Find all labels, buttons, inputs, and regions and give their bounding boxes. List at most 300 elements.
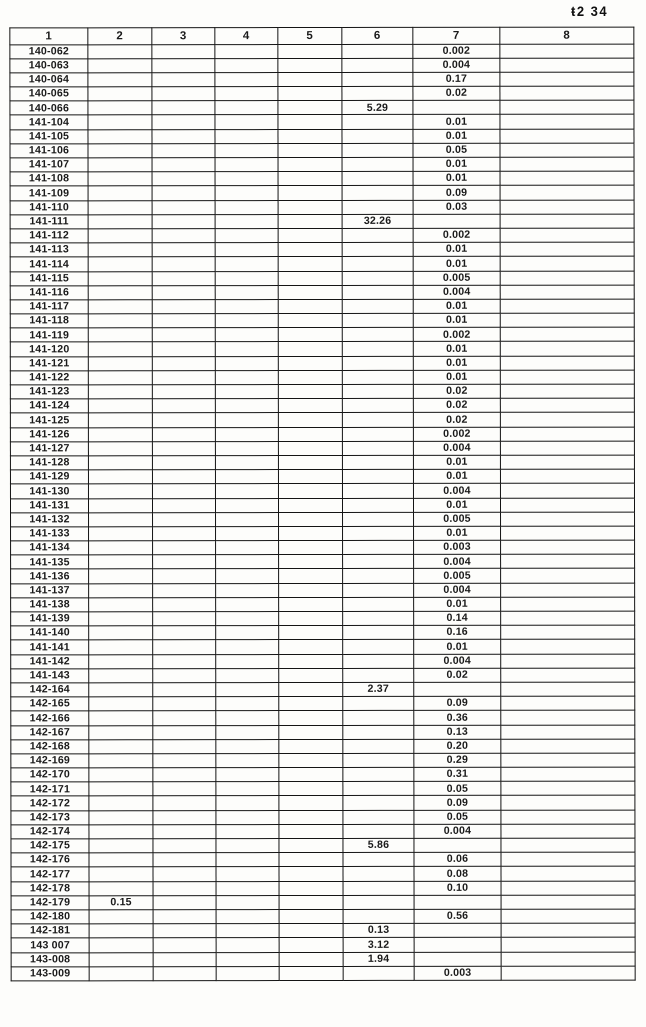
- value-cell: [153, 683, 216, 697]
- value-cell: [88, 101, 152, 115]
- value-cell: [215, 328, 278, 342]
- value-cell: 32.26: [342, 214, 413, 228]
- value-cell: [278, 498, 342, 512]
- row-id-cell: 141-120: [10, 342, 88, 356]
- value-cell: 0.005: [413, 271, 500, 285]
- table-row: [11, 710, 635, 725]
- value-cell: [216, 952, 279, 966]
- table-row: [10, 412, 634, 427]
- value-cell: [215, 186, 278, 200]
- value-cell: [152, 115, 215, 129]
- value-cell: [500, 441, 634, 455]
- value-cell: 0.01: [413, 157, 500, 171]
- value-cell: [342, 285, 413, 299]
- value-cell: [414, 938, 501, 952]
- value-cell: [88, 44, 152, 58]
- value-cell: [279, 711, 343, 725]
- value-cell: [501, 753, 635, 767]
- value-cell: [215, 58, 278, 72]
- value-cell: [215, 470, 278, 484]
- value-cell: [153, 668, 216, 682]
- value-cell: 0.14: [414, 611, 501, 625]
- value-cell: 0.06: [414, 852, 501, 866]
- value-cell: [500, 427, 634, 441]
- row-id-cell: 141-116: [10, 286, 88, 300]
- table-row: [11, 682, 635, 697]
- value-cell: [342, 271, 413, 285]
- value-cell: 0.02: [413, 384, 500, 398]
- value-cell: [343, 654, 414, 668]
- row-id-cell: 141-123: [10, 385, 88, 399]
- value-cell: [153, 654, 216, 668]
- row-id-cell: 141-105: [10, 129, 88, 143]
- value-cell: 0.01: [414, 640, 501, 654]
- value-cell: [215, 129, 278, 143]
- value-cell: [88, 257, 152, 271]
- value-cell: [152, 370, 215, 384]
- table-row: [11, 526, 635, 541]
- value-cell: [501, 654, 635, 668]
- value-cell: [89, 683, 153, 697]
- value-cell: 2.37: [343, 682, 414, 696]
- value-cell: [279, 810, 343, 824]
- table-row: [10, 313, 634, 328]
- table-row: [11, 852, 635, 867]
- value-cell: [215, 115, 278, 129]
- row-id-cell: 141-113: [10, 243, 88, 257]
- row-id-cell: 141-122: [10, 371, 88, 385]
- value-cell: [215, 200, 278, 214]
- value-cell: [343, 555, 414, 569]
- value-cell: [88, 243, 152, 257]
- value-cell: [500, 86, 634, 100]
- table-row: [10, 398, 634, 413]
- value-cell: [216, 725, 279, 739]
- value-cell: [279, 626, 343, 640]
- value-cell: 0.004: [413, 441, 500, 455]
- value-cell: [215, 356, 278, 370]
- value-cell: [88, 413, 152, 427]
- value-cell: [153, 924, 216, 938]
- value-cell: [500, 185, 634, 199]
- value-cell: [153, 569, 216, 583]
- value-cell: [279, 597, 343, 611]
- value-cell: 0.002: [413, 427, 500, 441]
- value-cell: [501, 668, 635, 682]
- value-cell: [279, 668, 343, 682]
- value-cell: [501, 512, 635, 526]
- value-cell: [279, 782, 343, 796]
- value-cell: [152, 342, 215, 356]
- value-cell: 0.004: [413, 285, 500, 299]
- table-row: [10, 271, 634, 286]
- value-cell: [342, 342, 413, 356]
- value-cell: [501, 852, 635, 866]
- value-cell: [279, 512, 343, 526]
- value-cell: [215, 172, 278, 186]
- row-id-cell: 142-168: [11, 740, 89, 754]
- value-cell: [215, 243, 278, 257]
- row-id-cell: 140-063: [10, 59, 88, 73]
- value-cell: [152, 285, 215, 299]
- value-cell: [501, 767, 635, 781]
- row-id-cell: 141-108: [10, 172, 88, 186]
- value-cell: [215, 385, 278, 399]
- row-id-cell: 141-112: [10, 229, 88, 243]
- value-cell: [342, 484, 413, 498]
- value-cell: [152, 356, 215, 370]
- value-cell: [342, 313, 413, 327]
- value-cell: 0.09: [414, 796, 501, 810]
- value-cell: [89, 881, 153, 895]
- value-cell: [89, 512, 153, 526]
- value-cell: [342, 384, 413, 398]
- value-cell: [342, 242, 413, 256]
- value-cell: [342, 72, 413, 86]
- value-cell: 0.01: [413, 455, 500, 469]
- value-cell: [413, 214, 500, 228]
- row-id-cell: 140-066: [10, 101, 88, 115]
- value-cell: [500, 398, 634, 412]
- value-cell: [215, 484, 278, 498]
- value-cell: [278, 470, 342, 484]
- value-cell: [342, 498, 413, 512]
- row-id-cell: 142-172: [11, 796, 89, 810]
- table-row: [10, 441, 634, 456]
- value-cell: [89, 527, 153, 541]
- table-row: [11, 767, 635, 782]
- value-cell: [153, 527, 216, 541]
- value-cell: [279, 697, 343, 711]
- value-cell: 0.004: [414, 555, 501, 569]
- row-id-cell: 143 007: [11, 938, 89, 952]
- value-cell: [500, 498, 634, 512]
- value-cell: [215, 158, 278, 172]
- value-cell: [279, 909, 343, 923]
- value-cell: 0.29: [414, 753, 501, 767]
- table-row: [11, 569, 635, 584]
- value-cell: [501, 696, 635, 710]
- row-id-cell: 143-009: [11, 967, 89, 981]
- value-cell: 0.01: [413, 299, 500, 313]
- value-cell: [215, 257, 278, 271]
- value-cell: [343, 767, 414, 781]
- value-cell: [278, 101, 342, 115]
- value-cell: [216, 739, 279, 753]
- value-cell: 0.05: [413, 143, 500, 157]
- value-cell: 0.01: [414, 526, 501, 540]
- value-cell: 0.002: [413, 44, 500, 58]
- table-row: [11, 966, 635, 981]
- value-cell: [279, 725, 343, 739]
- value-cell: 0.16: [414, 625, 501, 639]
- value-cell: [215, 72, 278, 86]
- value-cell: [343, 569, 414, 583]
- value-cell: [501, 881, 635, 895]
- table-row: [10, 256, 634, 271]
- value-cell: [278, 314, 342, 328]
- value-cell: [500, 412, 634, 426]
- value-cell: [88, 144, 152, 158]
- value-cell: [501, 810, 635, 824]
- value-cell: [89, 555, 153, 569]
- value-cell: [215, 399, 278, 413]
- value-cell: [153, 782, 216, 796]
- value-cell: [216, 782, 279, 796]
- column-header: 5: [278, 27, 342, 44]
- value-cell: 0.09: [413, 186, 500, 200]
- value-cell: [89, 910, 153, 924]
- table-row: [10, 356, 634, 371]
- value-cell: [153, 881, 216, 895]
- value-cell: [153, 796, 216, 810]
- value-cell: 0.01: [413, 370, 500, 384]
- value-cell: [279, 583, 343, 597]
- value-cell: [278, 441, 342, 455]
- value-cell: [88, 214, 152, 228]
- value-cell: [342, 328, 413, 342]
- value-cell: [88, 356, 152, 370]
- value-cell: [500, 115, 634, 129]
- value-cell: [278, 427, 342, 441]
- table-row: [10, 100, 634, 115]
- row-id-cell: 141-141: [11, 640, 89, 654]
- value-cell: [88, 87, 152, 101]
- value-cell: 0.01: [413, 257, 500, 271]
- value-cell: [343, 796, 414, 810]
- value-cell: [88, 300, 152, 314]
- row-id-cell: 142-176: [11, 853, 89, 867]
- row-id-cell: 141-134: [11, 541, 89, 555]
- row-id-cell: 141-138: [11, 598, 89, 612]
- value-cell: [414, 682, 501, 696]
- value-cell: [89, 867, 153, 881]
- value-cell: [152, 129, 215, 143]
- value-cell: [216, 867, 279, 881]
- value-cell: [278, 484, 342, 498]
- value-cell: [278, 399, 342, 413]
- value-cell: [216, 966, 279, 980]
- value-cell: [153, 583, 216, 597]
- table-row: [11, 895, 635, 910]
- value-cell: [342, 143, 413, 157]
- value-cell: [343, 640, 414, 654]
- row-id-cell: 141-107: [10, 158, 88, 172]
- value-cell: [343, 895, 414, 909]
- value-cell: [342, 441, 413, 455]
- value-cell: [343, 512, 414, 526]
- value-cell: [216, 881, 279, 895]
- value-cell: [342, 299, 413, 313]
- value-cell: [215, 214, 278, 228]
- row-id-cell: 141-135: [11, 555, 89, 569]
- table-row: [10, 469, 634, 484]
- value-cell: [88, 498, 152, 512]
- value-cell: 0.13: [343, 923, 414, 937]
- value-cell: [278, 228, 342, 242]
- value-cell: [89, 754, 153, 768]
- value-cell: [89, 825, 153, 839]
- value-cell: [88, 399, 152, 413]
- value-cell: [153, 597, 216, 611]
- value-cell: 0.01: [413, 242, 500, 256]
- table-row: [10, 498, 634, 513]
- value-cell: [88, 484, 152, 498]
- value-cell: [500, 228, 634, 242]
- value-cell: [215, 299, 278, 313]
- value-cell: [342, 200, 413, 214]
- value-cell: [216, 810, 279, 824]
- table-row: [10, 214, 634, 229]
- value-cell: [414, 895, 501, 909]
- row-id-cell: 142-178: [11, 881, 89, 895]
- value-cell: 5.86: [343, 838, 414, 852]
- table-row: [11, 824, 635, 839]
- value-cell: [343, 583, 414, 597]
- value-cell: [153, 754, 216, 768]
- value-cell: [88, 371, 152, 385]
- value-cell: [89, 810, 153, 824]
- value-cell: [279, 526, 343, 540]
- value-cell: [279, 739, 343, 753]
- value-cell: [501, 540, 635, 554]
- value-cell: [342, 186, 413, 200]
- value-cell: [278, 356, 342, 370]
- value-cell: 0.08: [414, 867, 501, 881]
- row-id-cell: 141-121: [10, 356, 88, 370]
- value-cell: [216, 938, 279, 952]
- value-cell: [278, 257, 342, 271]
- value-cell: [500, 483, 634, 497]
- value-cell: [501, 526, 635, 540]
- row-id-cell: 140-064: [10, 73, 88, 87]
- value-cell: [500, 370, 634, 384]
- value-cell: 0.004: [413, 484, 500, 498]
- value-cell: 0.56: [414, 909, 501, 923]
- row-id-cell: 141-118: [10, 314, 88, 328]
- value-cell: [152, 257, 215, 271]
- table-row: [11, 625, 635, 640]
- value-cell: [88, 328, 152, 342]
- value-cell: [152, 441, 215, 455]
- value-cell: [342, 257, 413, 271]
- value-cell: 0.004: [413, 58, 500, 72]
- value-cell: [152, 271, 215, 285]
- value-cell: 0.003: [414, 540, 501, 554]
- table-header: [10, 27, 634, 44]
- row-id-cell: 142-169: [11, 754, 89, 768]
- value-cell: [89, 768, 153, 782]
- value-cell: [501, 866, 635, 880]
- value-cell: [152, 87, 215, 101]
- table-row: [10, 384, 634, 399]
- value-cell: [89, 654, 153, 668]
- value-cell: [215, 413, 278, 427]
- value-cell: [153, 711, 216, 725]
- value-cell: [342, 115, 413, 129]
- value-cell: 0.03: [413, 200, 500, 214]
- value-cell: [215, 143, 278, 157]
- value-cell: [153, 768, 216, 782]
- row-id-cell: 142-164: [11, 683, 89, 697]
- value-cell: [343, 711, 414, 725]
- value-cell: [153, 739, 216, 753]
- value-cell: [153, 952, 216, 966]
- value-cell: [342, 427, 413, 441]
- table-row: [11, 909, 635, 924]
- value-cell: 0.36: [414, 711, 501, 725]
- value-cell: 0.02: [413, 398, 500, 412]
- value-cell: [500, 327, 634, 341]
- value-cell: [216, 654, 279, 668]
- value-cell: [88, 441, 152, 455]
- value-cell: [500, 256, 634, 270]
- row-id-cell: 141-110: [10, 200, 88, 214]
- value-cell: [153, 824, 216, 838]
- value-cell: [89, 668, 153, 682]
- value-cell: [500, 313, 634, 327]
- value-cell: [215, 87, 278, 101]
- value-cell: [342, 399, 413, 413]
- value-cell: 0.01: [413, 469, 500, 483]
- table-row: [10, 129, 634, 144]
- column-header: 7: [413, 27, 500, 44]
- value-cell: [279, 938, 343, 952]
- value-cell: [343, 626, 414, 640]
- value-cell: [279, 924, 343, 938]
- value-cell: [343, 696, 414, 710]
- value-cell: 0.05: [414, 782, 501, 796]
- value-cell: [153, 853, 216, 867]
- value-cell: [500, 469, 634, 483]
- value-cell: 0.004: [414, 824, 501, 838]
- value-cell: [88, 172, 152, 186]
- value-cell: [500, 200, 634, 214]
- value-cell: [501, 923, 635, 937]
- table-row: [10, 86, 634, 101]
- value-cell: [278, 157, 342, 171]
- data-table: [9, 27, 635, 982]
- value-cell: [278, 243, 342, 257]
- value-cell: [279, 895, 343, 909]
- value-cell: [278, 44, 342, 58]
- value-cell: [278, 413, 342, 427]
- row-id-cell: 141-133: [11, 527, 89, 541]
- value-cell: [89, 938, 153, 952]
- value-cell: [500, 271, 634, 285]
- row-id-cell: 143-008: [11, 952, 89, 966]
- value-cell: [88, 271, 152, 285]
- table-row: [10, 115, 634, 130]
- column-header: 2: [88, 28, 152, 45]
- table-row: [11, 725, 635, 740]
- value-cell: [278, 87, 342, 101]
- value-cell: [153, 938, 216, 952]
- table-row: [10, 72, 634, 87]
- table-row: [11, 866, 635, 881]
- value-cell: [88, 342, 152, 356]
- value-cell: [153, 725, 216, 739]
- value-cell: [152, 427, 215, 441]
- value-cell: [216, 541, 279, 555]
- value-cell: [89, 598, 153, 612]
- table-row: [10, 185, 634, 200]
- value-cell: 3.12: [343, 938, 414, 952]
- value-cell: [278, 200, 342, 214]
- value-cell: [88, 58, 152, 72]
- value-cell: [343, 824, 414, 838]
- value-cell: [501, 739, 635, 753]
